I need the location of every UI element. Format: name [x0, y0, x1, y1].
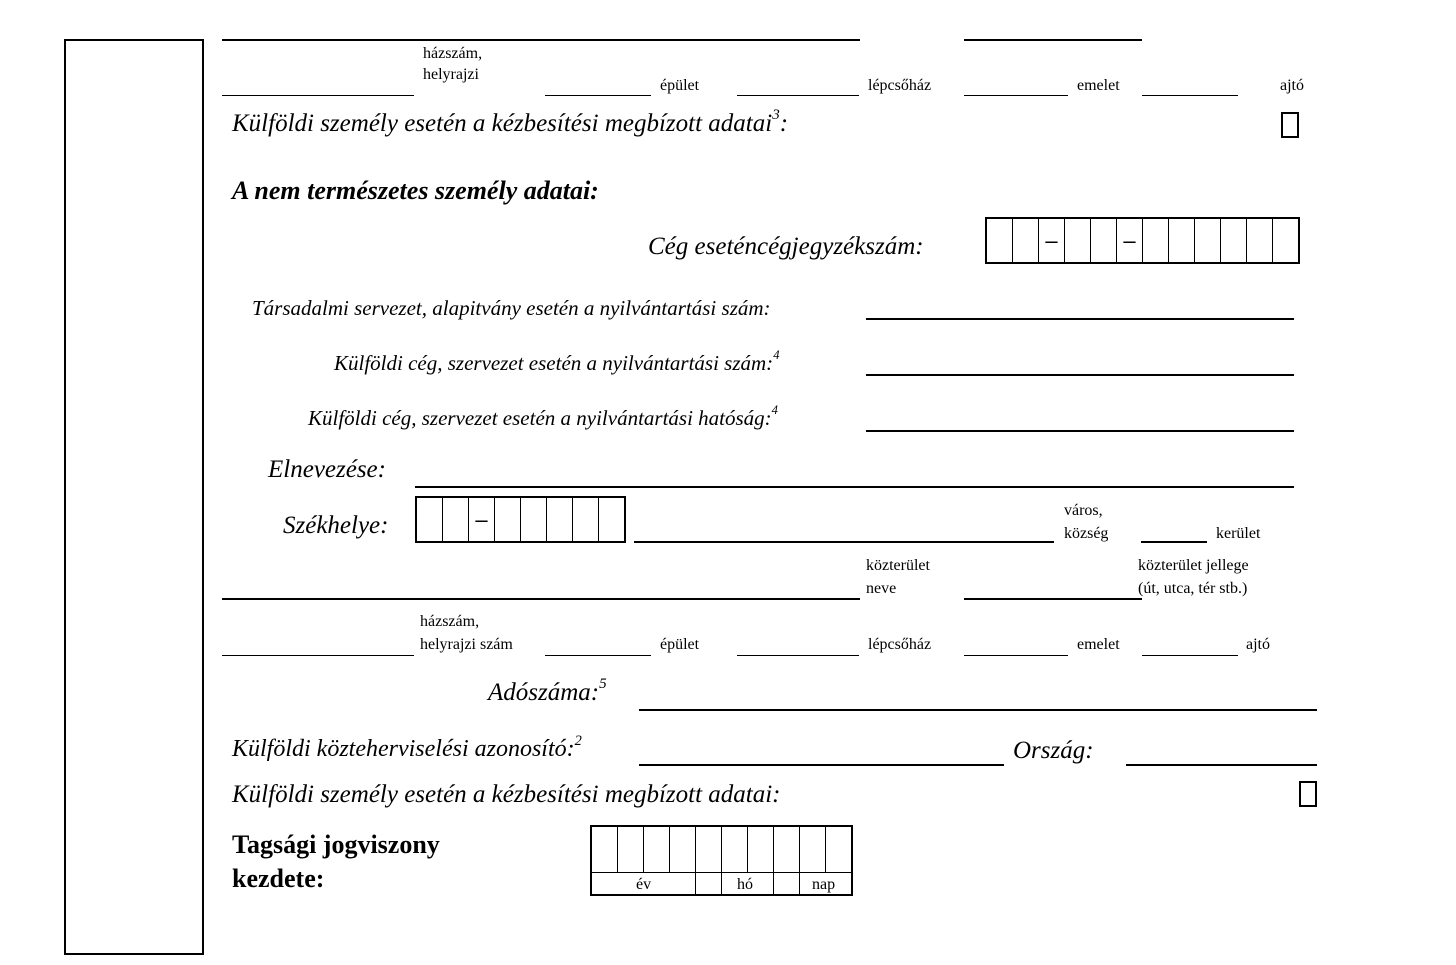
company-registry-cell[interactable]: [1090, 219, 1116, 262]
district-field[interactable]: [1141, 541, 1207, 543]
door-label-2: ajtó: [1246, 636, 1270, 653]
country-field[interactable]: [1126, 764, 1317, 766]
postal-code-cell[interactable]: [494, 498, 520, 541]
company-registry-cell[interactable]: –: [1116, 219, 1142, 262]
city-label: város,: [1064, 502, 1103, 519]
foreign-agent-label: Külföldi személy esetén a kézbesítési megbízott adatai$^3$:: [232, 107, 789, 137]
company-registry-cell[interactable]: [1064, 219, 1090, 262]
floor-field[interactable]: [1142, 95, 1238, 96]
door-label: ajtó: [1280, 77, 1304, 94]
membership-start-label-2: kezdete:: [232, 864, 325, 893]
section-title: A nem természetes személy adatai:: [232, 176, 599, 205]
address-line-top-2[interactable]: [964, 39, 1142, 41]
floor-field-2[interactable]: [1142, 655, 1238, 656]
company-registry-cell[interactable]: [1142, 219, 1168, 262]
month-label: hó: [737, 876, 753, 893]
building-label: épület: [660, 77, 700, 94]
foreign-agent-checkbox-2[interactable]: [1299, 781, 1317, 807]
foreign-agent-label-2: Külföldi személy esetén a kézbesítési megbízott adatai:: [232, 781, 781, 808]
country-label: Ország:: [1013, 737, 1094, 764]
staircase-label: lépcsőház: [868, 77, 932, 94]
membership-start-label-1: Tagsági jogviszony: [232, 830, 440, 859]
plot-number-label-2: helyrajzi szám: [420, 636, 513, 653]
company-registry-cell[interactable]: [1194, 219, 1220, 262]
company-registry-cell[interactable]: [1012, 219, 1038, 262]
postal-code-cell[interactable]: [442, 498, 468, 541]
house-number-label: házszám,: [423, 45, 483, 62]
address-line-top-1[interactable]: [222, 39, 860, 41]
street-name-label-1: közterület: [866, 557, 930, 574]
tax-number-label: Adószáma:$^5$: [488, 676, 607, 706]
street-type-label-1: közterület jellege: [1138, 557, 1249, 574]
postal-code-cell[interactable]: [417, 498, 442, 541]
building-field-2[interactable]: [737, 655, 859, 656]
seat-label: Székhelye:: [283, 512, 389, 539]
district-label: kerület: [1216, 525, 1261, 542]
street-name-field[interactable]: [222, 598, 860, 600]
company-registry-cell[interactable]: [987, 219, 1012, 262]
postal-code-cell[interactable]: [572, 498, 598, 541]
company-registry-label: Cég eseténcégjegyzékszám:: [648, 233, 924, 260]
plot-number-label: helyrajzi: [423, 66, 479, 83]
house-number-field[interactable]: [222, 95, 414, 96]
floor-label-2: emelet: [1077, 636, 1120, 653]
foreign-tax-id-field[interactable]: [639, 764, 1004, 766]
foreign-registry-authority-field[interactable]: [866, 430, 1294, 432]
company-registry-cell[interactable]: –: [1038, 219, 1064, 262]
foreign-tax-id-label: Külföldi közteherviselési azonosító:$^2$: [232, 733, 582, 762]
street-type-label-2: (út, utca, tér stb.): [1138, 580, 1248, 597]
ngo-registry-label: Társadalmi servezet, alapitvány esetén a nyilvántartási szám:: [252, 296, 771, 320]
year-label: év: [636, 876, 652, 893]
margin-box: [64, 39, 204, 955]
postal-code-cell[interactable]: [598, 498, 624, 541]
company-registry-grid[interactable]: [985, 217, 1300, 264]
postal-code-grid[interactable]: [415, 496, 626, 543]
company-registry-cell[interactable]: [1220, 219, 1246, 262]
name-label: Elnevezése:: [268, 456, 386, 483]
ngo-registry-field[interactable]: [866, 318, 1294, 320]
postal-code-cell[interactable]: –: [468, 498, 494, 541]
house-number-field-2[interactable]: [222, 655, 414, 656]
day-label: nap: [812, 876, 836, 893]
floor-label: emelet: [1077, 77, 1120, 94]
company-registry-cell[interactable]: [1246, 219, 1272, 262]
name-field[interactable]: [415, 486, 1294, 488]
company-registry-cell[interactable]: [1168, 219, 1194, 262]
foreign-registry-number-field[interactable]: [866, 374, 1294, 376]
postal-code-cell[interactable]: [520, 498, 546, 541]
building-field[interactable]: [737, 95, 859, 96]
plot-field-2[interactable]: [545, 655, 651, 656]
staircase-label-2: lépcsőház: [868, 636, 932, 653]
building-label-2: épület: [660, 636, 700, 653]
village-label: község: [1064, 525, 1109, 542]
company-registry-cell[interactable]: [1272, 219, 1298, 262]
plot-field[interactable]: [545, 95, 651, 96]
street-type-field[interactable]: [964, 598, 1142, 600]
staircase-field[interactable]: [964, 95, 1068, 96]
city-field[interactable]: [634, 541, 1054, 543]
house-number-label-2: házszám,: [420, 613, 480, 630]
membership-date-grid[interactable]: [590, 825, 853, 896]
postal-code-cell[interactable]: [546, 498, 572, 541]
street-name-label-2: neve: [866, 580, 897, 597]
foreign-registry-number-label: Külföldi cég, szervezet esetén a nyilvántartási szám:$^4$: [334, 348, 780, 375]
tax-number-field[interactable]: [639, 709, 1317, 711]
foreign-registry-authority-label: Külföldi cég, szervezet esetén a nyilvántartási hatóság:$^4$: [308, 403, 778, 430]
foreign-agent-checkbox[interactable]: [1281, 112, 1299, 138]
staircase-field-2[interactable]: [964, 655, 1068, 656]
